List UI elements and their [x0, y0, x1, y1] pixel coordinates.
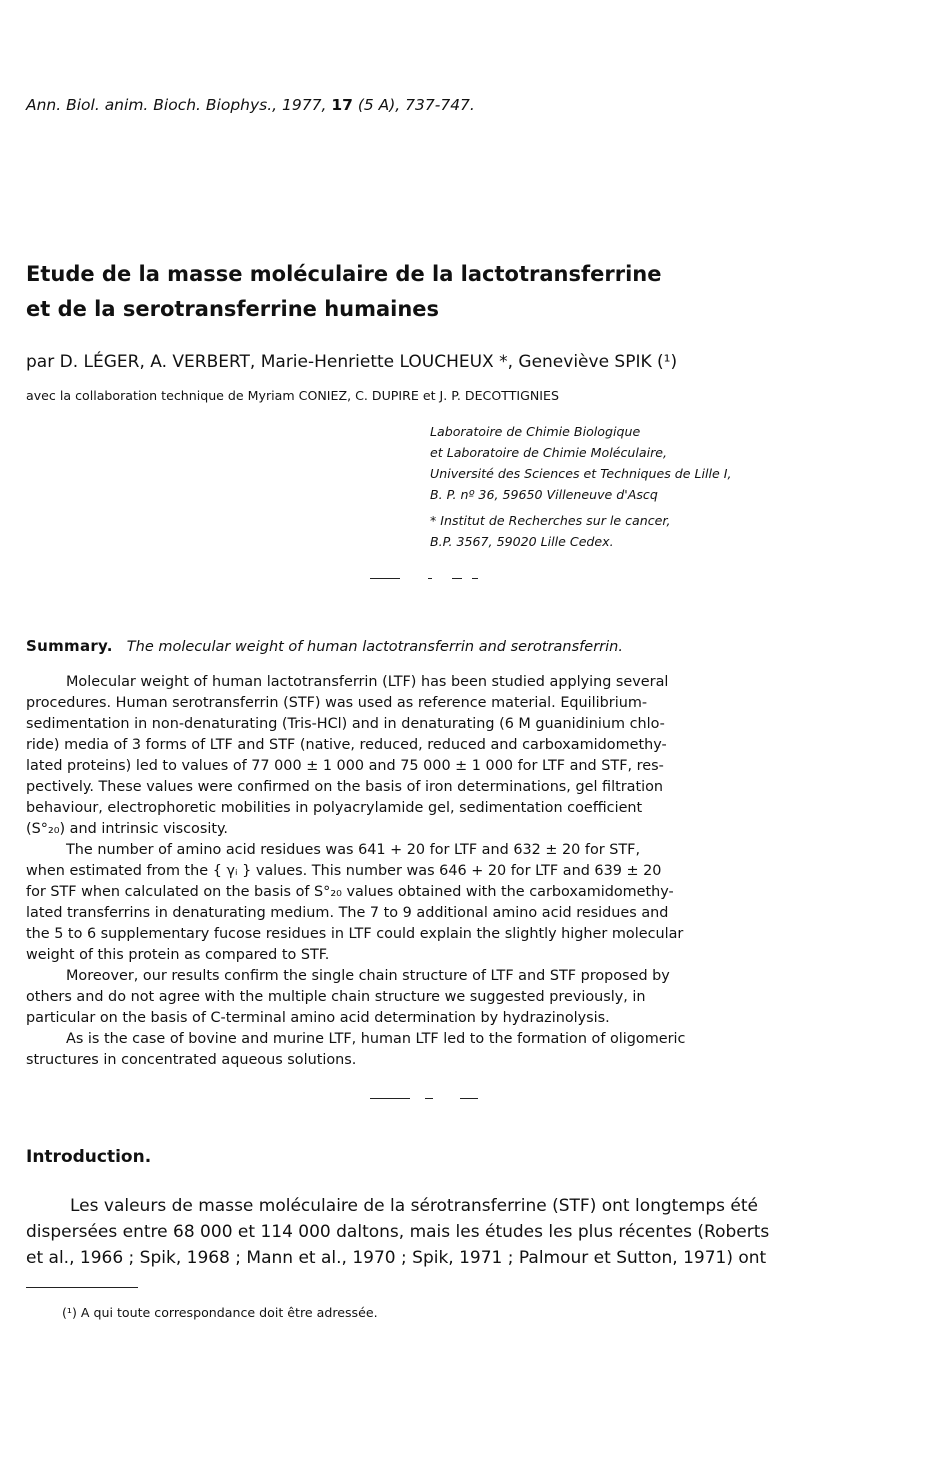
introduction-heading: Introduction.	[26, 1147, 152, 1167]
footnote-rule	[26, 1287, 138, 1288]
journal-citation	[26, 96, 475, 114]
separator-dash	[370, 578, 400, 579]
citation-volume: 17	[331, 96, 353, 114]
technical-collaboration: avec la collaboration technique de Myriam CONIEZ, C. DUPIRE et J. P. DECOTTIGNIES	[26, 388, 559, 403]
summary-line: the 5 to 6 supplementary fucose residues in LTF could explain the slightly higher molecular	[26, 926, 684, 942]
summary-subtitle: The molecular weight of human lactotransferrin and serotransferrin.	[126, 639, 623, 655]
separator-dash	[425, 1098, 433, 1099]
summary-line: sedimentation in non-denaturating (Tris-HCl) and in denaturating (6 M guanidinium chlo-	[26, 716, 665, 732]
separator-dash	[472, 578, 478, 579]
citation-issue-pages: (5 A), 737-747.	[352, 96, 475, 114]
citation-journal: Ann. Biol. anim. Bioch. Biophys., 1977,	[26, 96, 332, 114]
summary-line: particular on the basis of C-terminal amino acid determination by hydrazinolysis.	[26, 1010, 610, 1026]
affiliation-line: Université des Sciences et Techniques de Lille I,	[430, 466, 732, 481]
article-title-line-2: et de la serotransferrine humaines	[26, 297, 440, 321]
summary-line: structures in concentrated aqueous solutions.	[26, 1052, 357, 1068]
article-title-line-1: Etude de la masse moléculaire de la lactotransferrine	[26, 262, 662, 286]
summary-line: lated transferrins in denaturating medium. The 7 to 9 additional amino acid residues and	[26, 905, 669, 921]
summary-line: others and do not agree with the multiple chain structure we suggested previously, in	[26, 989, 646, 1005]
summary-line: for STF when calculated on the basis of S°₂₀ values obtained with the carboxamidomethy-	[26, 884, 674, 900]
introduction-line: dispersées entre 68 000 et 114 000 daltons, mais les études les plus récentes (Roberts	[26, 1222, 770, 1242]
separator-dash	[460, 1098, 478, 1099]
summary-line: lated proteins) led to values of 77 000 ± 1 000 and 75 000 ± 1 000 for LTF and STF, res-	[26, 758, 664, 774]
summary-line: when estimated from the { γᵢ } values. This number was 646 + 20 for LTF and 639 ± 20	[26, 863, 662, 879]
separator-dash	[370, 1098, 410, 1099]
summary-line: pectively. These values were confirmed on the basis of iron determinations, gel filtration	[26, 779, 664, 795]
separator-dash	[428, 578, 432, 579]
separator-dash	[452, 578, 462, 579]
summary-line: behaviour, electrophoretic mobilities in polyacrylamide gel, sedimentation coefficient	[26, 800, 643, 816]
affiliation-line: B.P. 3567, 59020 Lille Cedex.	[430, 534, 614, 549]
summary-line: ride) media of 3 forms of LTF and STF (native, reduced, reduced and carboxamidomethy-	[26, 737, 667, 753]
footnote: (¹) A qui toute correspondance doit être adressée.	[62, 1305, 378, 1320]
affiliation-line: Laboratoire de Chimie Biologique	[430, 424, 641, 439]
summary-label: Summary.	[26, 637, 113, 655]
summary-line: Moreover, our results confirm the single chain structure of LTF and STF proposed by	[66, 968, 670, 984]
introduction-line: Les valeurs de masse moléculaire de la sérotransferrine (STF) ont longtemps été	[70, 1196, 758, 1216]
affiliation-line: B. P. nº 36, 59650 Villeneuve d'Ascq	[430, 487, 658, 502]
summary-line: (S°₂₀) and intrinsic viscosity.	[26, 821, 229, 837]
affiliation-line: et Laboratoire de Chimie Moléculaire,	[430, 445, 667, 460]
summary-line: weight of this protein as compared to STF.	[26, 947, 330, 963]
author-list: par D. LÉGER, A. VERBERT, Marie-Henriette LOUCHEUX *, Geneviève SPIK (¹)	[26, 352, 678, 372]
summary-line: As is the case of bovine and murine LTF, human LTF led to the formation of oligomeric	[66, 1031, 686, 1047]
summary-heading	[26, 637, 623, 655]
summary-line: Molecular weight of human lactotransferrin (LTF) has been studied applying several	[66, 674, 669, 690]
affiliation-line: * Institut de Recherches sur le cancer,	[430, 513, 671, 528]
introduction-line: et al., 1966 ; Spik, 1968 ; Mann et al., 1970 ; Spik, 1971 ; Palmour et Sutton, 1971) ont	[26, 1248, 767, 1268]
summary-line: The number of amino acid residues was 641 + 20 for LTF and 632 ± 20 for STF,	[66, 842, 641, 858]
summary-line: procedures. Human serotransferrin (STF) was used as reference material. Equilibrium-	[26, 695, 648, 711]
